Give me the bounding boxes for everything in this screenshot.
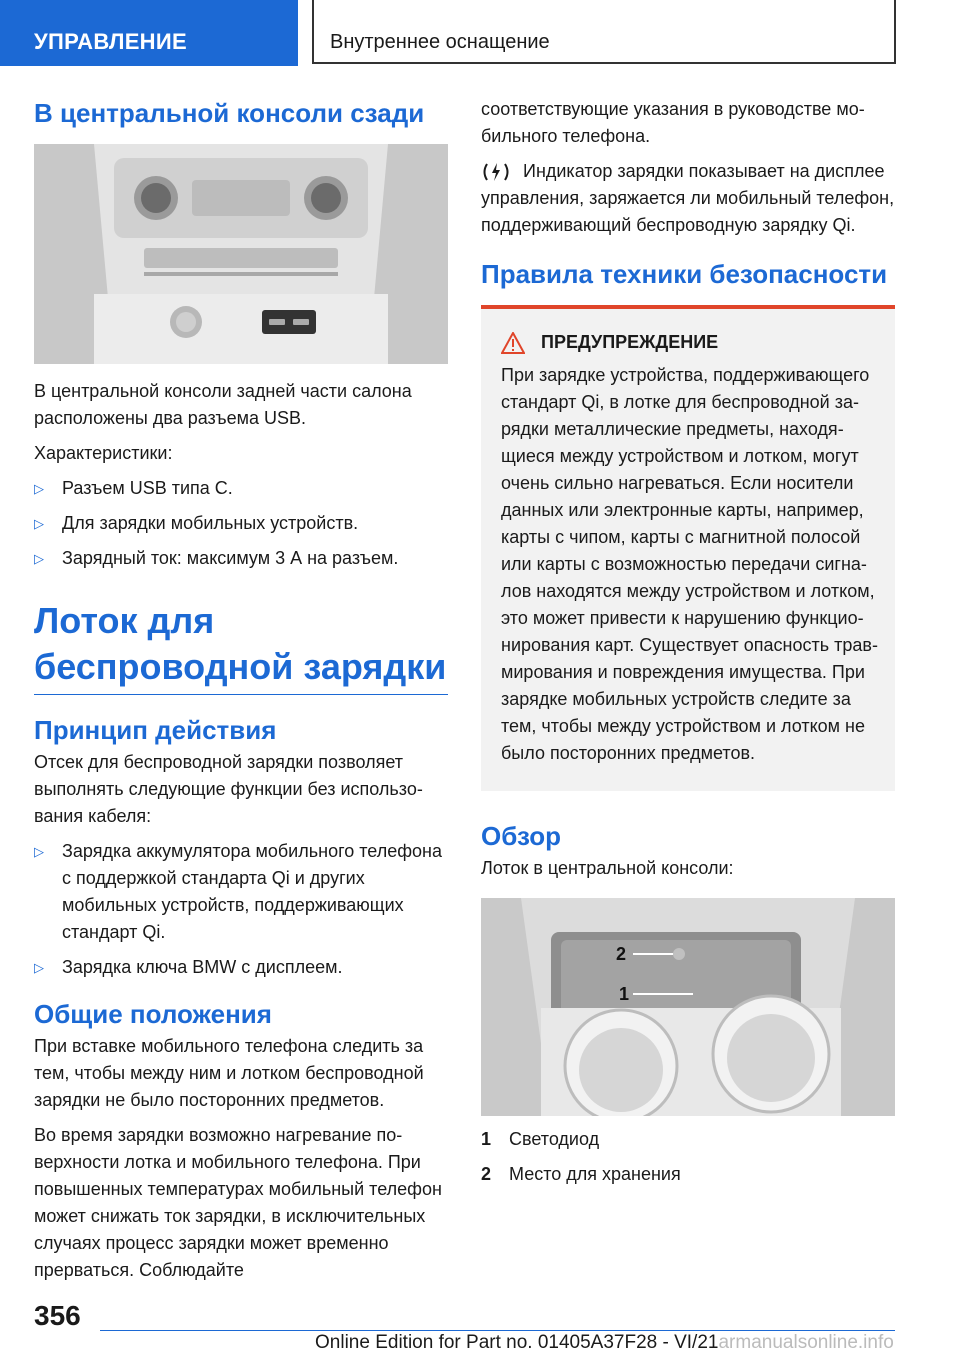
overview-text: Лоток в центральной консоли: [481, 858, 734, 878]
list-item: ▷ Разъем USB типа C. [34, 475, 448, 502]
general-text-2: Во время зарядки возможно нагревание поверхности лотка и мобильного телефона. При повышенных температурах мобильный телефон может снижать ток зарядки, в исключительных случаях процесс зарядки может временно прерваться. Соблюдайте [34, 1125, 442, 1280]
page-footer [0, 1290, 960, 1362]
section-tab[interactable]: УПРАВЛЕНИЕ [0, 0, 298, 66]
bullet-triangle-icon: ▷ [34, 551, 44, 566]
page-number: 356 [34, 1300, 81, 1331]
bullet-triangle-icon: ▷ [34, 844, 44, 859]
callout-2: 2 [616, 944, 627, 964]
principle-text: Отсек для беспроводной зарядки позволяет выполнять следующие функции без использования кабеля: [34, 752, 423, 826]
heading-overview: Обзор [481, 821, 561, 851]
chapter-title: Внутреннее оснащение [312, 0, 896, 64]
heading-principle: Принцип действия [34, 715, 277, 745]
warning-triangle-icon [501, 332, 525, 354]
bullet-triangle-icon: ▷ [34, 516, 44, 531]
list-item: ▷ Для зарядки мобильных устройств. [34, 510, 448, 537]
usb-description: В центральной консоли задней части салона расположены два разъема USB. [34, 381, 412, 428]
warning-title: ПРЕДУПРЕЖДЕНИЕ [541, 332, 719, 352]
footer-watermark: armanualsonline.info [718, 1332, 894, 1353]
bullet-triangle-icon: ▷ [34, 960, 44, 975]
footer-edition: Online Edition for Part no. 01405A37F28 - VI/21armanualsonline.info [315, 1332, 894, 1353]
heading-general: Общие положения [34, 999, 272, 1029]
bullet-triangle-icon: ▷ [34, 481, 44, 496]
charging-tray-photo [481, 898, 895, 1116]
chapter-heading-wireless-tray: Лоток для беспроводной зарядки [34, 598, 448, 695]
footer-divider [100, 1330, 895, 1331]
heading-rear-console: В центральной консоли сзади [34, 98, 425, 128]
callout-1: 1 [619, 984, 630, 1004]
features-intro: Характеристики: [34, 443, 173, 463]
legend-item: 1 Светодиод [481, 1129, 600, 1149]
left-column [34, 96, 448, 1292]
list-item: ▷ Зарядка ключа BMW с дисплеем. [34, 954, 448, 981]
list-item: ▷ Зарядка аккумулятора мобильного телефона с поддержкой стандарта Qi и других мобильных устройств, поддерживающих стандарт Qi. [34, 838, 448, 946]
indicator-text: Индикатор зарядки показывает на дисплее управления, заряжается ли мобильный телефон, поддерживающий беспроводную зарядку Qi. [481, 161, 895, 235]
general-text-1: При вставке мобильного телефона следить за тем, чтобы между ним и лотком беспроводной зарядки не было посторонних предметов. [34, 1036, 424, 1110]
legend-item: 2 Место для хранения [481, 1164, 681, 1184]
warning-text: При зарядке устройства, поддерживающего стандарт Qi, в лотке для беспроводной зарядки металлические предметы, находящиеся между устройством и лотком, могут очень сильно нагреваться. Если носители данных или электронные карты, например, карты с чипом, карты с магнитной полосой или карты с возможностью передачи сигналов находятся между устройством и лотком, это может привести к нарушению функционирования карт. Существует опасность травмирования и повреждения имущества. При зарядке мобильных устройств следите за тем, чтобы между устройством и лотком не было посторонних предметов. [501, 365, 878, 763]
functions-list [34, 838, 448, 981]
list-item: ▷ Зарядный ток: максимум 3 А на разъем. [34, 545, 448, 572]
usb-ports-photo [34, 144, 448, 364]
wireless-charging-icon [481, 161, 511, 183]
features-list [34, 475, 448, 572]
page-header [0, 0, 960, 66]
right-column [481, 96, 895, 1196]
heading-safety: Правила техники безопасности [481, 259, 888, 289]
continuation-text: соответствующие указания в руководстве мобильного телефона. [481, 99, 865, 146]
warning-box [481, 305, 895, 791]
